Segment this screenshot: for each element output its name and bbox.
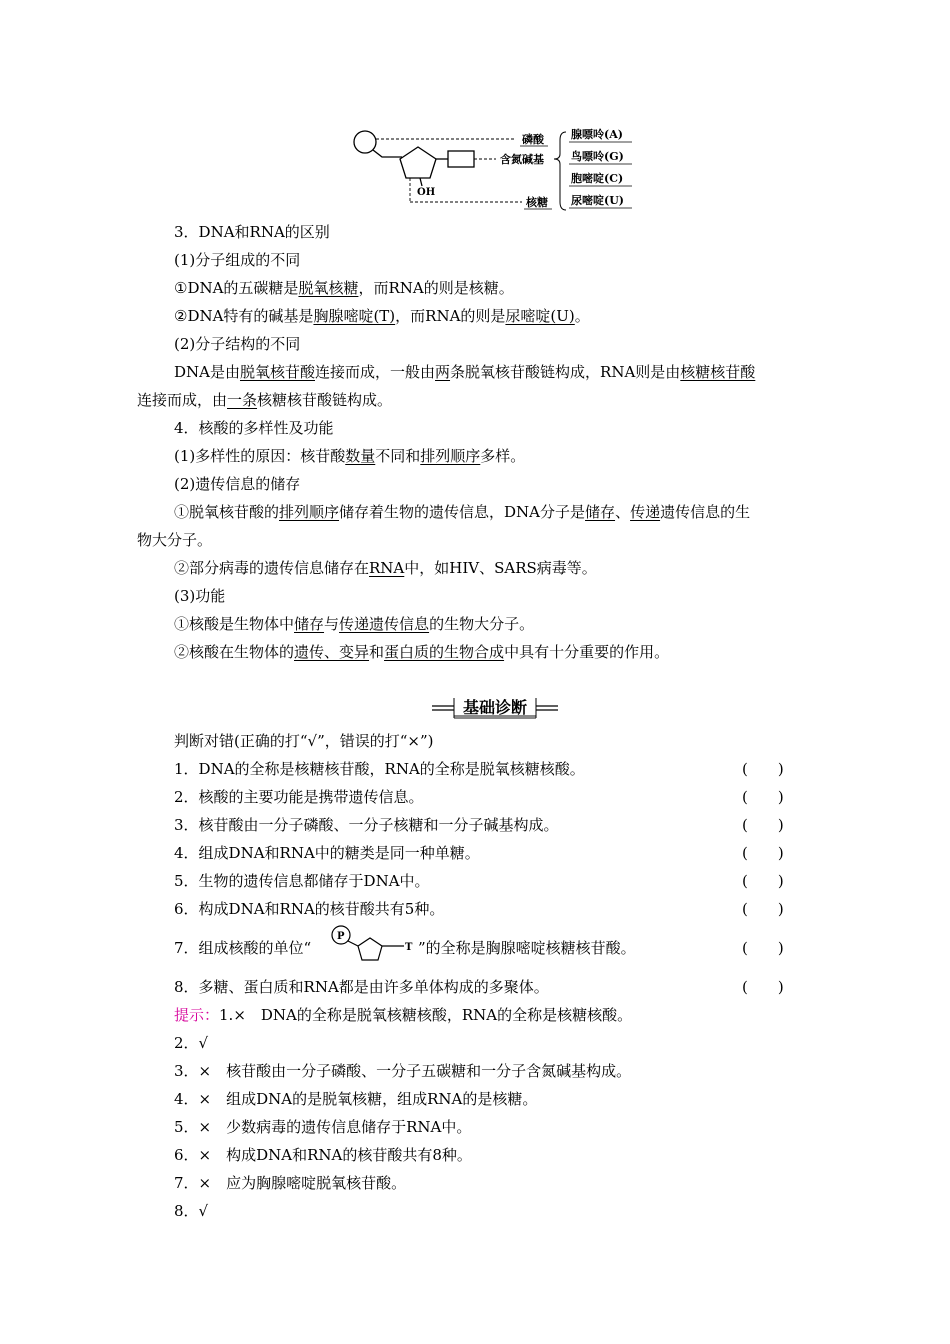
section4-heading: 4．核酸的多样性及功能 xyxy=(174,419,334,437)
answer-paren-5[interactable]: ( ) xyxy=(742,872,784,890)
sugar-pentagon xyxy=(400,147,436,178)
blank-answer: 传递遗传信息 xyxy=(339,615,430,633)
nucleotide-symbol xyxy=(328,922,418,970)
section4-sub2: (2)遗传信息的储存 xyxy=(174,475,301,493)
text: 不同和 xyxy=(375,447,421,465)
base-item-0: 腺嘌呤(A) xyxy=(571,128,623,141)
quiz-item-1: 1．DNA的全称是核糖核苷酸，RNA的全称是脱氧核糖核酸。 xyxy=(174,760,585,778)
text: 的生物大分子。 xyxy=(429,615,535,633)
text: ①DNA的五碳糖是 xyxy=(174,279,299,297)
oh-label: OH xyxy=(417,187,436,198)
text: 连接而成，由 xyxy=(137,391,228,409)
blank-answer: 蛋白质的生物合成 xyxy=(384,643,505,661)
answer-paren-8[interactable]: ( ) xyxy=(742,978,784,996)
text: 、 xyxy=(615,503,631,521)
blank-answer: RNA xyxy=(369,559,405,577)
hint-label: 提示： xyxy=(174,1006,220,1024)
blank-answer: 遗传、变异 xyxy=(294,643,370,661)
quiz-item-2: 2．核酸的主要功能是携带遗传信息。 xyxy=(174,788,424,806)
text: 储存着生物的遗传信息，DNA分子是 xyxy=(339,503,586,521)
blank-answer: 核糖核苷酸 xyxy=(680,363,756,381)
answer-paren-6[interactable]: ( ) xyxy=(742,900,784,918)
section3-sub1: (1)分子组成的不同 xyxy=(174,251,301,269)
answer-text: 1.× DNA的全称是脱氧核糖核酸，RNA的全称是核糖核酸。 xyxy=(219,1006,633,1024)
text: 。 xyxy=(574,307,590,325)
base-item-2: 胞嘧啶(C) xyxy=(571,172,624,185)
text: (1)多样性的原因：核苷酸 xyxy=(174,447,346,465)
ribonucleotide-diagram xyxy=(350,122,640,218)
answer-1 xyxy=(174,1005,632,1025)
section4-p4 xyxy=(174,614,534,634)
text: DNA是由 xyxy=(174,363,240,381)
sugar-label: 核糖 xyxy=(526,196,548,209)
text: ①核酸是生物体中 xyxy=(174,615,295,633)
section4-p1 xyxy=(174,446,525,466)
text: 中，如HIV、SARS病毒等。 xyxy=(404,559,597,577)
answer-8: 8．√ xyxy=(174,1202,209,1220)
answer-paren-2[interactable]: ( ) xyxy=(742,788,784,806)
text: ，而RNA的则是核糖。 xyxy=(358,279,514,297)
text: ②DNA特有的碱基是 xyxy=(174,307,314,325)
blank-answer: 脱氧核糖 xyxy=(298,279,359,297)
section3-p1 xyxy=(174,278,514,298)
section3-p3b xyxy=(137,390,392,410)
quiz-item-8: 8．多糖、蛋白质和RNA都是由许多单体构成的多聚体。 xyxy=(174,978,549,996)
answer-paren-4[interactable]: ( ) xyxy=(742,844,784,862)
answer-5: 5．× 少数病毒的遗传信息储存于RNA中。 xyxy=(174,1118,472,1136)
phosphate-bond xyxy=(348,941,358,946)
answer-3: 3．× 核苷酸由一分子磷酸、一分子五碳糖和一分子含氮碱基构成。 xyxy=(174,1062,632,1080)
answer-paren-1[interactable]: ( ) xyxy=(742,760,784,778)
quiz-instruction: 判断对错(正确的打“√”，错误的打“×”) xyxy=(174,732,434,750)
answer-paren-3[interactable]: ( ) xyxy=(742,816,784,834)
text: ②核酸在生物体的 xyxy=(174,643,295,661)
section4-p2a xyxy=(174,502,750,522)
blank-answer: 两 xyxy=(435,363,451,381)
section3-heading: 3．DNA和RNA的区别 xyxy=(174,223,330,241)
text: 核糖核苷酸链构成。 xyxy=(257,391,393,409)
quiz-item-5: 5．生物的遗传信息都储存于DNA中。 xyxy=(174,872,430,890)
blank-answer: 排列顺序 xyxy=(279,503,340,521)
phosphate-label: 磷酸 xyxy=(522,133,544,146)
answer-6: 6．× 构成DNA和RNA的核苷酸共有8种。 xyxy=(174,1146,472,1164)
badge-title: 基础诊断 xyxy=(462,698,527,717)
base-item-3: 尿嘧啶(U) xyxy=(571,194,625,207)
quiz-item-4: 4．组成DNA和RNA中的糖类是同一种单糖。 xyxy=(174,844,480,862)
phosphate-bond xyxy=(373,150,402,157)
blank-answer: 脱氧核苷酸 xyxy=(239,363,315,381)
base-label: 含氮碱基 xyxy=(500,153,544,166)
blank-answer: 传递 xyxy=(630,503,661,521)
text: 条脱氧核苷酸链构成，RNA则是由 xyxy=(450,363,681,381)
section4-p3 xyxy=(174,558,597,578)
answer-4: 4．× 组成DNA的是脱氧核糖，组成RNA的是核糖。 xyxy=(174,1090,538,1108)
quiz-item-3: 3．核苷酸由一分子磷酸、一分子核糖和一分子碱基构成。 xyxy=(174,816,559,834)
section3-p2 xyxy=(174,306,590,326)
section4-p5 xyxy=(174,642,669,662)
section-badge xyxy=(432,696,558,720)
blank-answer: 储存 xyxy=(294,615,325,633)
quiz-item-7-pre: 7．组成核酸的单位“ xyxy=(174,939,312,957)
text: ②部分病毒的遗传信息储存在 xyxy=(174,559,370,577)
base-brace xyxy=(554,132,566,210)
base-item-1: 鸟嘌呤(G) xyxy=(571,150,624,163)
phosphate-letter: P xyxy=(337,931,345,942)
answer-2: 2．√ xyxy=(174,1034,209,1052)
section3-p3a xyxy=(174,362,755,382)
text: 中具有十分重要的作用。 xyxy=(504,643,670,661)
section4-p2b: 物大分子。 xyxy=(137,531,213,549)
base-rect xyxy=(448,151,474,167)
quiz-item-6: 6．构成DNA和RNA的核苷酸共有5种。 xyxy=(174,900,445,918)
answer-7: 7．× 应为胸腺嘧啶脱氧核苷酸。 xyxy=(174,1174,407,1192)
section3-sub2: (2)分子结构的不同 xyxy=(174,335,301,353)
text: 连接而成，一般由 xyxy=(315,363,436,381)
text: 和 xyxy=(369,643,385,661)
phosphate-circle xyxy=(354,131,376,153)
section4-sub3: (3)功能 xyxy=(174,587,226,605)
text: 与 xyxy=(324,615,340,633)
text: 多样。 xyxy=(480,447,526,465)
oh-bond xyxy=(420,178,422,186)
blank-answer: 一条 xyxy=(227,391,258,409)
blank-answer: 数量 xyxy=(345,447,376,465)
blank-answer: 储存 xyxy=(585,503,616,521)
text: 遗传信息的生 xyxy=(660,503,751,521)
blank-answer: 尿嘧啶(U) xyxy=(505,307,575,325)
base-letter: T xyxy=(405,942,413,953)
sugar-pentagon xyxy=(358,938,382,960)
blank-answer: 胸腺嘧啶(T) xyxy=(313,307,396,325)
text: ，而RNA的则是 xyxy=(395,307,506,325)
blank-answer: 排列顺序 xyxy=(420,447,481,465)
answer-paren-7[interactable]: ( ) xyxy=(742,939,784,957)
text: ①脱氧核苷酸的 xyxy=(174,503,280,521)
quiz-item-7-post: ”的全称是胸腺嘧啶核糖核苷酸。 xyxy=(418,939,636,957)
